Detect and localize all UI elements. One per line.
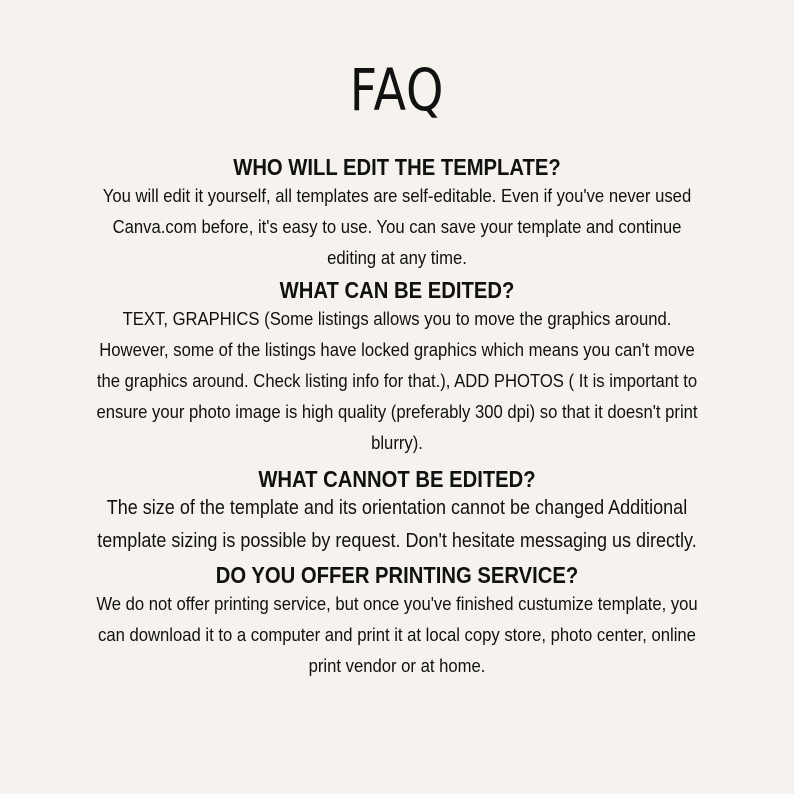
faq-answer: You will edit it yourself, all templates are self-editable. Even if you've never used Canva.com before, it's easy to use. You can save your template and continue editing at any time. [102, 185, 692, 268]
faq-item-who-edits [60, 154, 734, 273]
faq-item-what-cannot-be-edited [60, 466, 734, 558]
page-title: FAQ [349, 56, 445, 124]
faq-question: WHAT CANNOT BE EDITED? [258, 466, 536, 492]
faq-answer: TEXT, GRAPHICS (Some listings allows you to move the graphics around. However, some of the listings have locked graphics which means you can't move the graphics around. Check listing info for that.), ADD PHOTOS ( It is important to ensure your photo image is high quality (preferably 300 dpi) so that it doesn't print blurry). [96, 308, 698, 453]
faq-question: DO YOU OFFER PRINTING SERVICE? [215, 562, 579, 588]
faq-question: WHAT CAN BE EDITED? [279, 277, 515, 303]
faq-question: WHO WILL EDIT THE TEMPLATE? [233, 154, 561, 180]
faq-item-printing-service [60, 562, 734, 681]
faq-answer: The size of the template and its orientation cannot be changed Additional template sizing is possible by request. Don't hesitate messaging us directly. [97, 497, 697, 552]
faq-answer: We do not offer printing service, but once you've finished custumize template, you can download it to a computer and print it at local copy store, photo center, online print vendor or at home. [96, 593, 698, 676]
faq-item-what-can-be-edited [60, 277, 734, 458]
